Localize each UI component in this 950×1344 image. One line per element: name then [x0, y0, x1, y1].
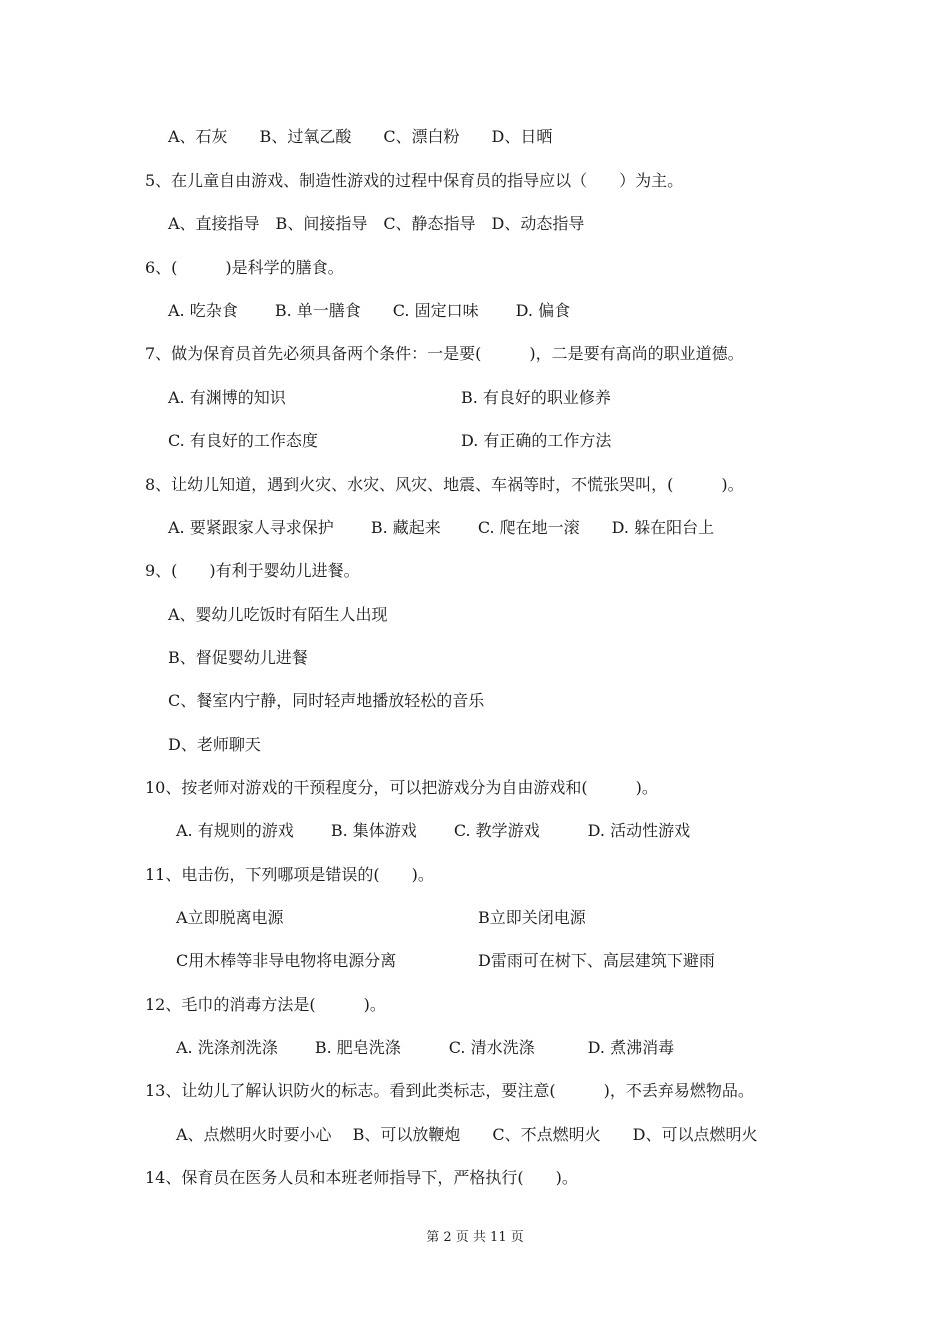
q13-options: A、点燃明火时要小心 B、可以放鞭炮 C、不点燃明火 D、可以点燃明火	[176, 1125, 758, 1144]
q7-option-c: C. 有良好的工作态度	[168, 431, 318, 450]
q9-option-a: A、婴幼儿吃饭时有陌生人出现	[168, 605, 388, 624]
q8-options: A. 要紧跟家人寻求保护 B. 藏起来 C. 爬在地一滚 D. 躲在阳台上	[168, 518, 715, 537]
q5-options: A、直接指导 B、间接指导 C、静态指导 D、动态指导	[168, 214, 585, 233]
question-8: 8、让幼儿知道，遇到火灾、水灾、风灾、地震、车祸等时，不慌张哭叫，( )。	[145, 475, 744, 494]
q7-option-b: B. 有良好的职业修养	[461, 388, 611, 407]
q7-option-d: D. 有正确的工作方法	[461, 431, 612, 450]
q7-option-a: A. 有渊博的知识	[168, 388, 286, 407]
question-7: 7、做为保育员首先必须具备两个条件：一是要( )，二是要有高尚的职业道德。	[145, 344, 744, 363]
question-5: 5、在儿童自由游戏、制造性游戏的过程中保育员的指导应以（ ）为主。	[145, 171, 684, 190]
q11-option-d: D雷雨可在树下、高层建筑下避雨	[478, 951, 715, 970]
q9-option-b: B、督促婴幼儿进餐	[168, 648, 308, 667]
question-13: 13、让幼儿了解认识防火的标志。看到此类标志，要注意( )，不丢弃易燃物品。	[145, 1081, 754, 1100]
question-14: 14、保育员在医务人员和本班老师指导下，严格执行( )。	[145, 1168, 578, 1187]
q10-options: A. 有规则的游戏 B. 集体游戏 C. 教学游戏 D. 活动性游戏	[176, 821, 691, 840]
question-10: 10、按老师对游戏的干预程度分，可以把游戏分为自由游戏和( )。	[145, 778, 658, 797]
q11-option-c: C用木棒等非导电物将电源分离	[176, 951, 397, 970]
q11-option-b: B立即关闭电源	[478, 908, 586, 927]
question-9: 9、( )有利于婴幼儿进餐。	[145, 561, 360, 580]
q11-option-a: A立即脱离电源	[176, 908, 284, 927]
question-6: 6、( )是科学的膳食。	[145, 258, 344, 277]
q4-options: A、石灰 B、过氧乙酸 C、漂白粉 D、日晒	[168, 127, 553, 146]
q6-options: A. 吃杂食 B. 单一膳食 C. 固定口味 D. 偏食	[168, 301, 571, 320]
q9-option-c: C、餐室内宁静，同时轻声地播放轻松的音乐	[168, 691, 485, 710]
page-footer: 第 2 页 共 11 页	[426, 1230, 524, 1245]
question-11: 11、电击伤，下列哪项是错误的( )。	[145, 865, 434, 884]
q9-option-d: D、老师聊天	[168, 735, 261, 754]
question-12: 12、毛巾的消毒方法是( )。	[145, 995, 386, 1014]
q12-options: A. 洗涤剂洗涤 B. 肥皂洗涤 C. 清水洗涤 D. 煮沸消毒	[176, 1038, 675, 1057]
